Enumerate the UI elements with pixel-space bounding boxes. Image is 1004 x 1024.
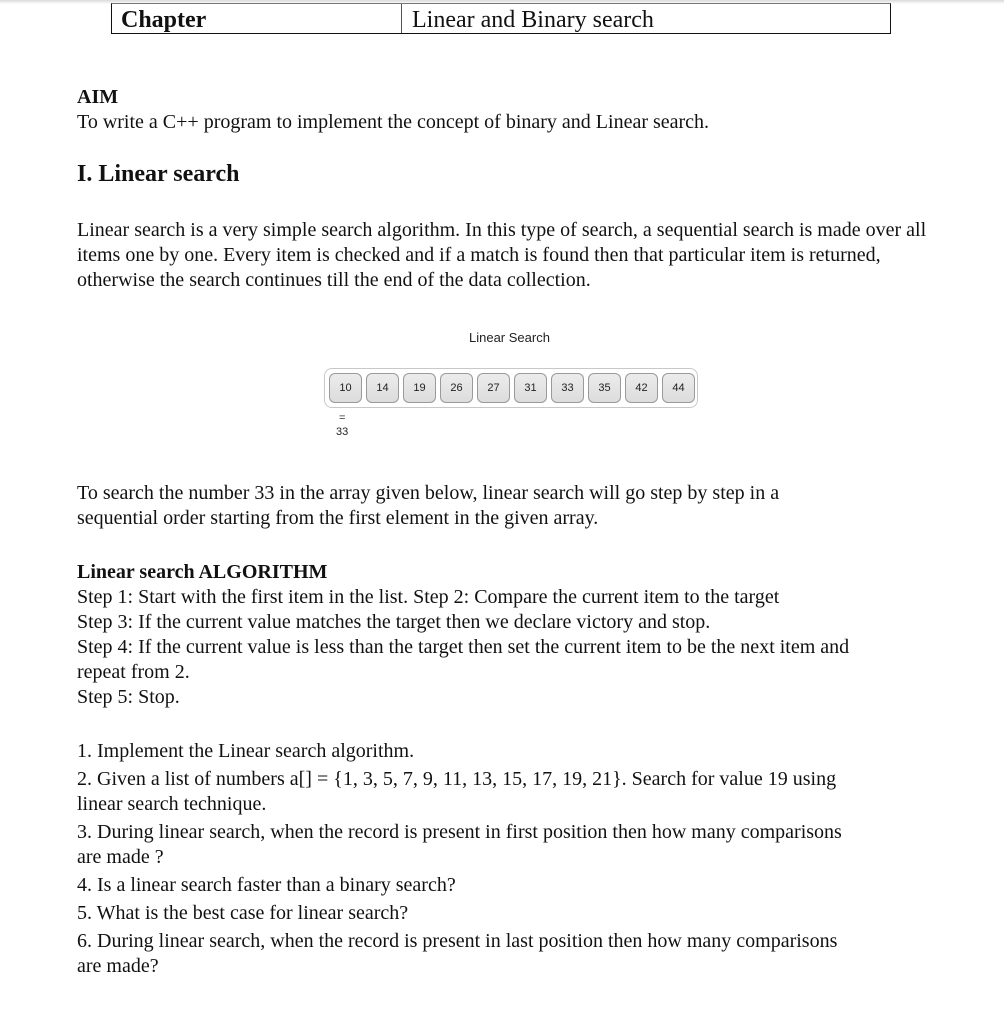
section-heading: I. Linear search <box>77 161 240 187</box>
question-item <box>77 739 937 764</box>
question-text: are made? <box>77 955 159 977</box>
question-text: 1. Implement the Linear search algorithm. <box>77 740 415 762</box>
question-item <box>77 767 937 817</box>
array-cell: 31 <box>514 373 547 403</box>
aim-heading: AIM <box>77 86 119 108</box>
array-cell: 33 <box>551 373 584 403</box>
array-cell: 27 <box>477 373 510 403</box>
aim-text: To write a C++ program to implement the concept of binary and Linear search. <box>77 111 710 133</box>
explanation-paragraph <box>77 481 937 531</box>
algorithm-step: Step 5: Stop. <box>77 686 180 708</box>
questions-list <box>77 739 937 982</box>
search-target: 33 <box>336 426 349 438</box>
question-item <box>77 873 937 898</box>
comparison-symbol: = <box>339 412 346 424</box>
array-cell: 10 <box>329 373 362 403</box>
aim-section <box>77 85 937 135</box>
array-cell: 26 <box>440 373 473 403</box>
array-cell: 44 <box>662 373 695 403</box>
array-cell: 14 <box>366 373 399 403</box>
explanation-line: To search the number 33 in the array given below, linear search will go step by step in a <box>77 482 780 504</box>
figure-title: Linear Search <box>469 330 550 345</box>
chapter-title: Linear and Binary search <box>412 7 654 33</box>
question-text: 3. During linear search, when the record is present in first position then how many comparisons <box>77 821 842 843</box>
algorithm-step: repeat from 2. <box>77 661 190 683</box>
array-cell: 42 <box>625 373 658 403</box>
array-cell: 19 <box>403 373 436 403</box>
question-item <box>77 901 937 926</box>
question-text: are made ? <box>77 846 164 868</box>
question-item <box>77 929 937 979</box>
question-text: linear search technique. <box>77 793 267 815</box>
algorithm-step: Step 1: Start with the first item in the list. Step 2: Compare the current item to the target <box>77 586 780 608</box>
chapter-header-table <box>111 3 891 34</box>
algorithm-step: Step 3: If the current value matches the target then we declare victory and stop. <box>77 611 711 633</box>
algorithm-step: Step 4: If the current value is less than the target then set the current item to be the next item and <box>77 636 850 658</box>
array-figure <box>324 368 698 408</box>
chapter-label: Chapter <box>112 4 402 33</box>
algorithm-section <box>77 560 937 710</box>
array-cell: 35 <box>588 373 621 403</box>
question-text: 6. During linear search, when the record is present in last position then how many comparisons <box>77 930 838 952</box>
question-item <box>77 820 937 870</box>
explanation-line: sequential order starting from the first element in the given array. <box>77 507 599 529</box>
question-text: 5. What is the best case for linear search? <box>77 902 409 924</box>
question-text: 4. Is a linear search faster than a binary search? <box>77 874 456 896</box>
section-intro: Linear search is a very simple search algorithm. In this type of search, a sequential search is made over all items one by one. Every item is checked and if a match is found then that particular item is returned, otherwise the search continues till the end of the data collection. <box>77 219 927 291</box>
question-text: 2. Given a list of numbers a[] = {1, 3, 5, 7, 9, 11, 13, 15, 17, 19, 21}. Search for value 19 using <box>77 768 837 790</box>
algorithm-heading: Linear search ALGORITHM <box>77 561 328 583</box>
